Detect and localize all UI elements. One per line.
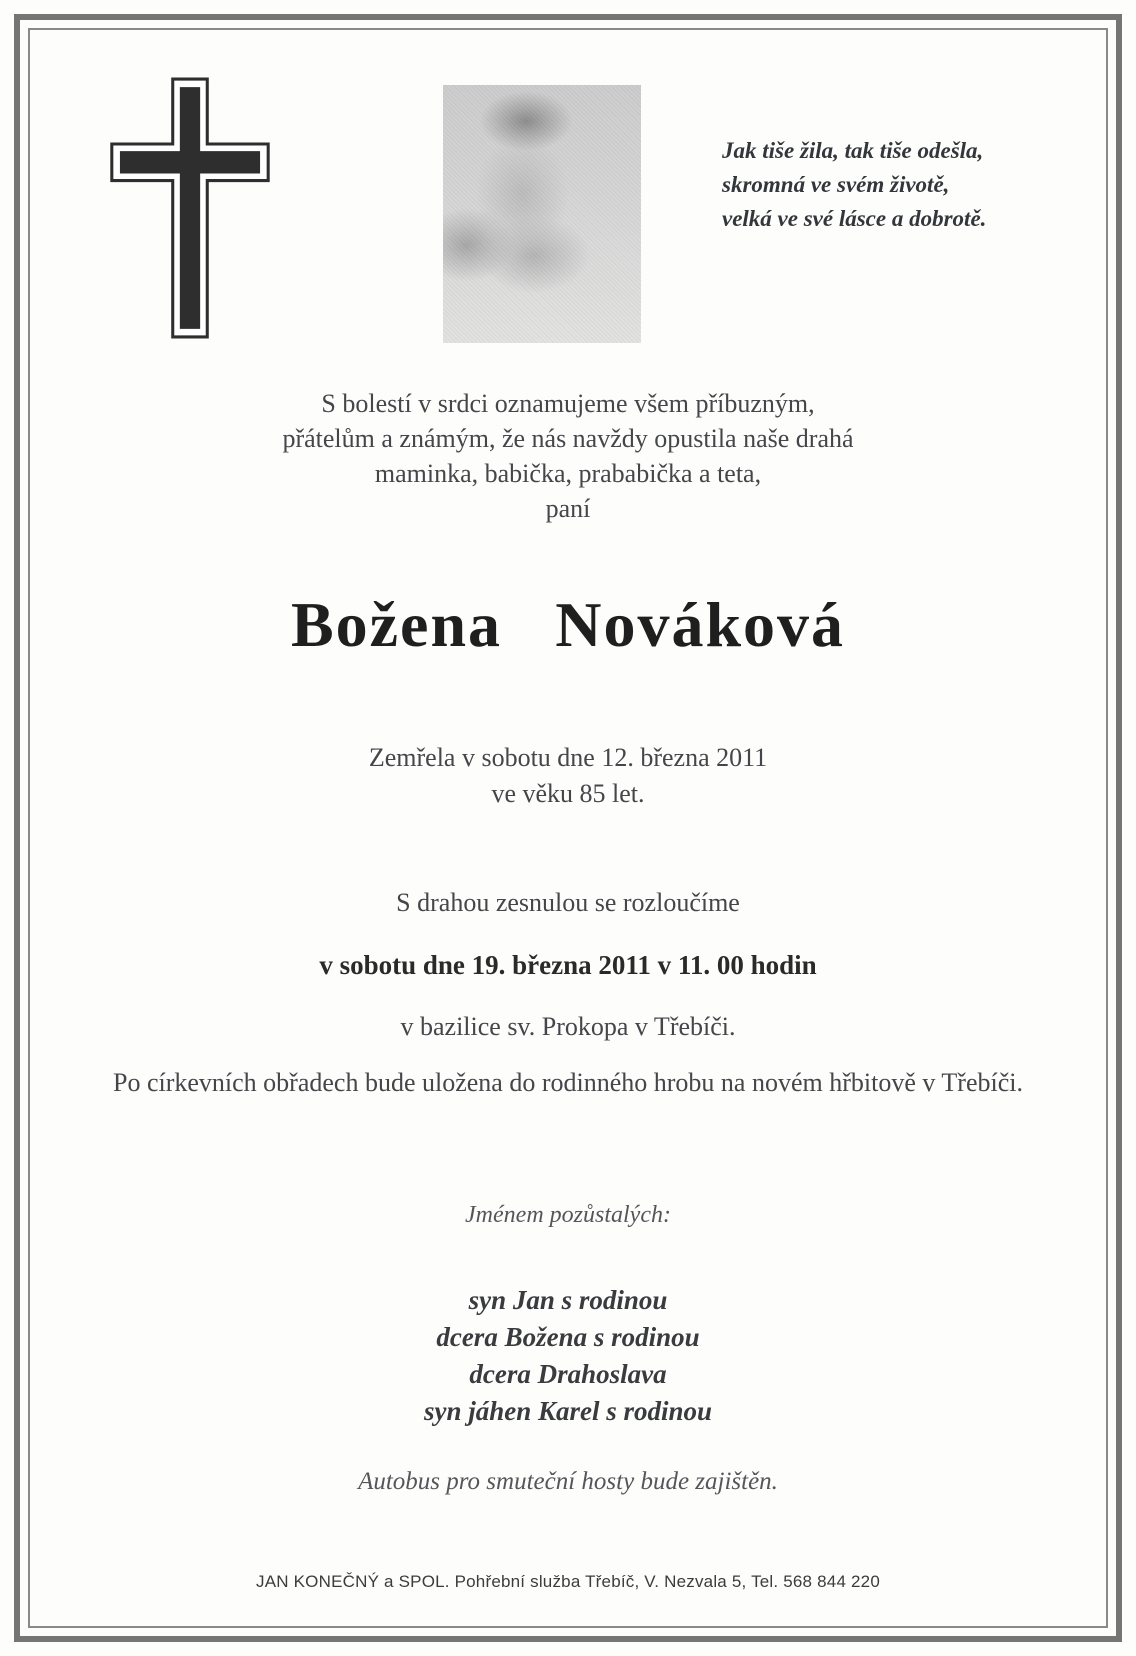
quote-line: velká ve své lásce a dobrotě. (722, 206, 987, 231)
deceased-portrait-photo (443, 85, 641, 343)
farewell-place: v bazilice sv. Prokopa v Třebíči. (400, 1012, 736, 1041)
farewell-intro: S drahou zesnulou se rozloučíme (396, 888, 740, 917)
quote-line: skromná ve svém životě, (722, 172, 950, 197)
farewell-datetime: v sobotu dne 19. března 2011 v 11. 00 hodin (319, 950, 817, 980)
survivor-item: syn Jan s rodinou (468, 1285, 668, 1315)
death-age-line: ve věku 85 let. (491, 779, 645, 808)
announcement-line: maminka, babička, prababička a teta, (374, 459, 762, 488)
announcement-line: přátelům a známým, že nás navždy opustila naše drahá (282, 424, 854, 453)
survivors-list (0, 1282, 1136, 1430)
death-date-line: Zemřela v sobotu dne 12. března 2011 (368, 743, 768, 772)
deceased-name: Božena Nováková (290, 589, 846, 660)
survivor-item: dcera Drahoslava (469, 1359, 667, 1389)
bus-note: Autobus pro smuteční hosty bude zajištěn. (358, 1468, 778, 1495)
quote-line: Jak tiše žila, tak tiše odešla, (722, 138, 984, 163)
death-date-text (0, 740, 1136, 812)
announcement-text (0, 386, 1136, 526)
survivors-heading: Jménem pozůstalých: (465, 1202, 671, 1228)
announcement-line: S bolestí v srdci oznamujeme všem příbuzným, (321, 389, 815, 418)
burial-info: Po církevních obřadech bude uložena do rodinného hrobu na novém hřbitově v Třebíči. (113, 1068, 1023, 1097)
christian-cross-icon (108, 76, 272, 340)
funeral-service-footer: JAN KONEČNÝ a SPOL. Pohřební služba Třebíč, V. Nezvala 5, Tel. 568 844 220 (256, 1572, 880, 1591)
memorial-quote (722, 134, 1022, 236)
survivor-item: syn jáhen Karel s rodinou (423, 1396, 713, 1426)
announcement-line: paní (545, 494, 591, 523)
survivor-item: dcera Božena s rodinou (436, 1322, 700, 1352)
